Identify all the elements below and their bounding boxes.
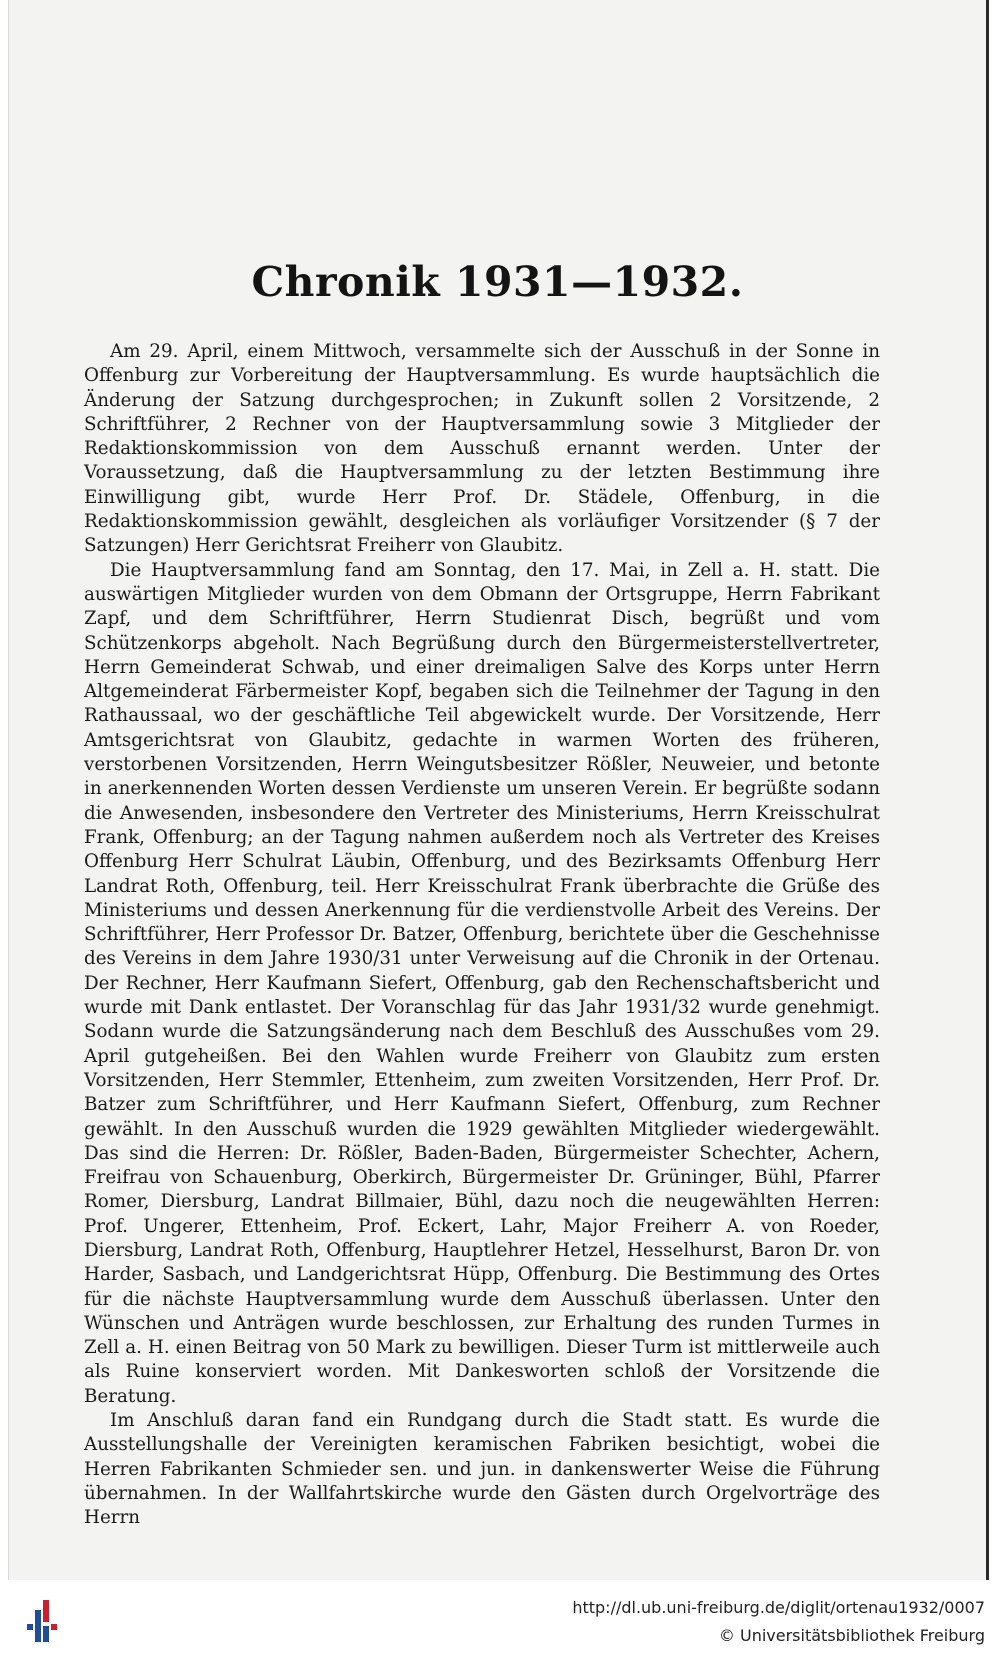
viewer-footer <box>0 1580 1007 1656</box>
ub-freiburg-logo-icon <box>24 1594 62 1642</box>
paragraph-3: Im Anschluß daran fand ein Rundgang durch die Stadt statt. Es wurde die Ausstellungshalle der Vereinigten keramischen Fabriken besichtigt, wobei die Herren Fabrikanten Schmieder sen. und jun. in dankenswerter Weise die Führung übernahmen. In der Wallfahrtskirche wurde den Gästen durch Orgelvorträge des Herrn <box>84 1410 880 1529</box>
paragraph-1: Am 29. April, einem Mittwoch, versammelte sich der Ausschuß in der Sonne in Offenburg zur Vorbereitung der Hauptversammlung. Es wurde hauptsächlich die Änderung der Satzung durchgesprochen; in Zukunft sollen 2 Vorsitzende, 2 Schriftführer, 2 Rechner von der Hauptversammlung sowie 3 Mitglieder der Redaktionskommission von dem Ausschuß ernannt werden. Unter der Voraussetzung, daß die Hauptversammlung zu der letzten Bestimmung ihre Einwilligung gibt, wurde Herr Prof. Dr. Städele, Offenburg, in die Redaktionskommission gewählt, desgleichen als vorläufiger Vorsitzender (§ 7 der Satzungen) Herr Gerichtsrat Freiherr von Glaubitz. <box>84 341 880 557</box>
article-body <box>84 340 880 1531</box>
copyright-notice: © Universitätsbibliothek Freiburg <box>718 1626 985 1645</box>
permalink-url[interactable]: http://dl.ub.uni-freiburg.de/diglit/ortenau1932/0007 <box>572 1598 985 1617</box>
scanned-page <box>8 0 989 1580</box>
paragraph-2: Die Hauptversammlung fand am Sonntag, den 17. Mai, in Zell a. H. statt. Die auswärtigen Mitglieder wurden von dem Obmann der Ortsgruppe, Herrn Fabrikant Zapf, und dem Schriftführer, Herrn Studienrat Disch, begrüßt und vom Schützenkorps abgeholt. Nach Begrüßung durch den Bürgermeisterstellvertreter, Herrn Gemeinderat Schwab, und einer dreimaligen Salve des Korps unter Herrn Altgemeinderat Färbermeister Kopf, begaben sich die Teilnehmer der Tagung in den Rathaussaal, wo der geschäftliche Teil abgewickelt wurde. Der Vorsitzende, Herr Amtsgerichtsrat von Glaubitz, gedachte in warmen Worten des früheren, verstorbenen Vorsitzenden, Herrn Weingutsbesitzer Rößler, Neuweier, und betonte in anerkennenden Worten dessen Verdienste um unseren Verein. Er begrüßte sodann die Anwesenden, insbesondere den Vertreter des Ministeriums, Herrn Kreisschulrat Frank, Offenburg; an der Tagung nahmen außerdem noch als Vertreter des Kreises Offenburg Herr Schulrat Läubin, Offenburg, und des Bezirksamts Offenburg Herr Landrat Roth, Offenburg, teil. Herr Kreisschulrat Frank überbrachte die Grüße des Ministeriums und dessen Anerkennung für die verdienstvolle Arbeit des Vereins. Der Schriftführer, Herr Professor Dr. Batzer, Offenburg, berichtete über die Geschehnisse des Vereins in dem Jahre 1930/31 unter Verweisung auf die Chronik in der Ortenau. Der Rechner, Herr Kaufmann Siefert, Offenburg, gab den Rechenschaftsbericht und wurde mit Dank entlastet. Der Voranschlag für das Jahr 1931/32 wurde genehmigt. Sodann wurde die Satzungsänderung nach dem Beschluß des Ausschußes vom 29. April gutgeheißen. Bei den Wahlen wurde Freiherr von Glaubitz zum ersten Vorsitzenden, Herr Stemmler, Ettenheim, zum zweiten Vorsitzenden, Herr Prof. Dr. Batzer zum Schriftführer, und Herr Kaufmann Siefert, Offenburg, zum Rechner gewählt. In den Ausschuß wurden die 1929 gewählten Mitglieder wiedergewählt. Das sind die Herren: Dr. Rößler, Baden-Baden, Bürgermeister Schechter, Achern, Freifrau von Schauenburg, Oberkirch, Bürgermeister Dr. Grüninger, Bühl, Pfarrer Romer, Diersburg, Landrat Billmaier, Bühl, dazu noch die neugewählten Herren: Prof. Ungerer, Ettenheim, Prof. Eckert, Lahr, Major Freiherr A. von Roeder, Diersburg, Landrat Roth, Offenburg, Hauptlehrer Hetzel, Hesselhurst, Baron Dr. von Harder, Sasbach, und Landgerichtsrat Hüpp, Offenburg. Die Bestimmung des Ortes für die nächste Hauptversammlung wurde dem Ausschuß überlassen. Unter den Wünschen und Anträgen wurde beschlossen, zur Erhaltung des runden Turmes in Zell a. H. einen Beitrag von 50 Mark zu bewilligen. Dieser Turm ist mittlerweile auch als Ruine konserviert worden. Mit Dankesworten schloß der Vorsitzende die Beratung. <box>84 559 880 1407</box>
chronicle-title: Chronik 1931—1932. <box>251 258 744 306</box>
